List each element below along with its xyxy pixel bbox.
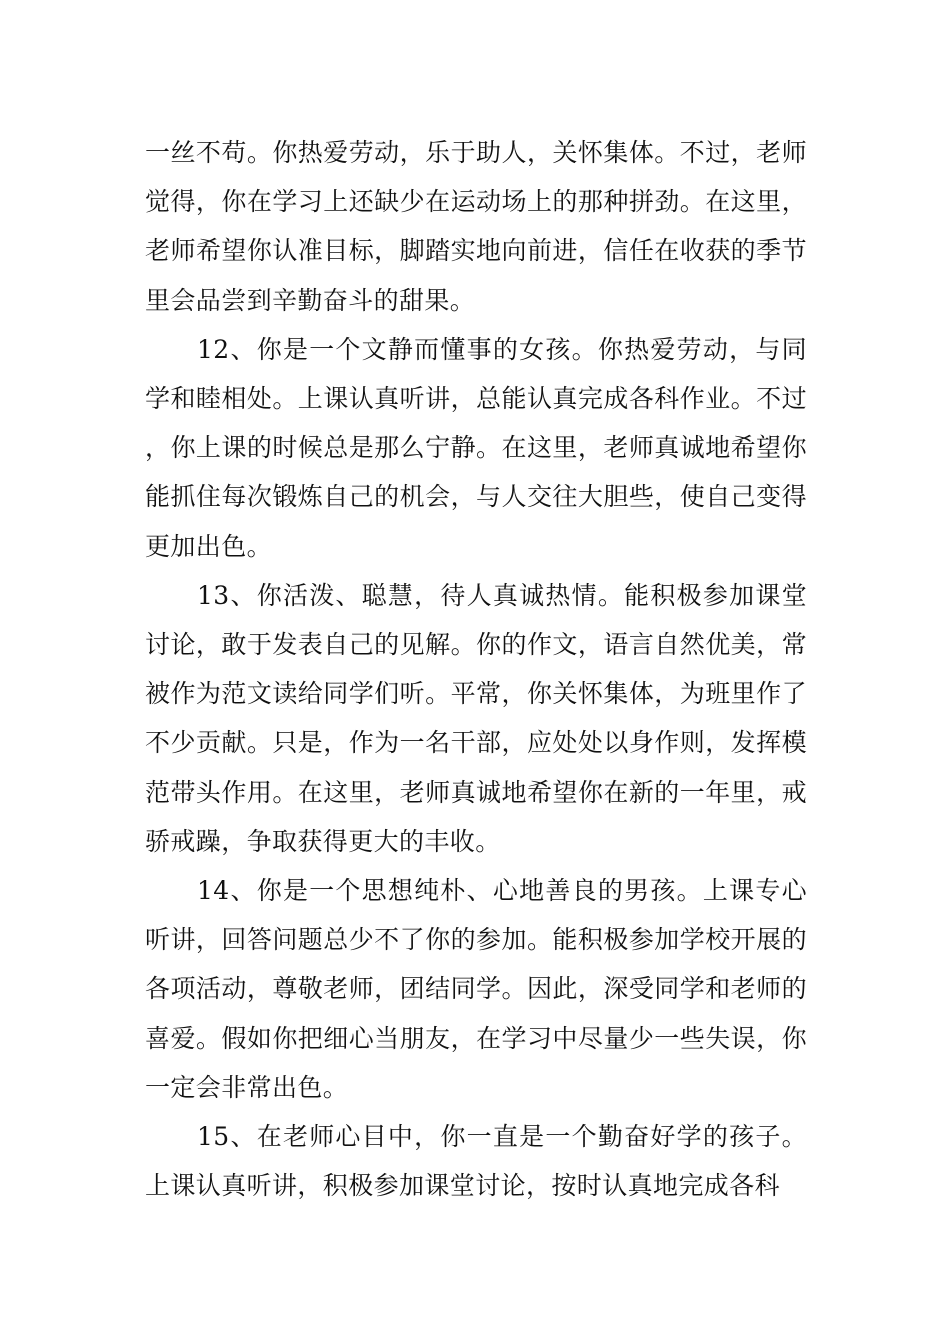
paragraph-comment-12: 12、你是一个文静而懂事的女孩。你热爱劳动，与同学和睦相处。上课认真听讲，总能认真完成各科作业。不过，你上课的时候总是那么宁静。在这里，老师真诚地希望你能抓住每次锻炼自己的机会，与人交往大胆些，使自己变得更加出色。 xyxy=(145,334,807,561)
paragraph-continuation: 一丝不苟。你热爱劳动，乐于助人，关怀集体。不过，老师觉得，你在学习上还缺少在运动场上的那种拼劲。在这里，老师希望你认准目标，脚踏实地向前进，信任在收获的季节里会品尝到辛勤奋斗的甜果。 xyxy=(145,138,807,315)
document-body xyxy=(145,128,807,1210)
paragraph-comment-14: 14、你是一个思想纯朴、心地善良的男孩。上课专心听讲，回答问题总少不了你的参加。能积极参加学校开展的各项活动，尊敬老师，团结同学。因此，深受同学和老师的喜爱。假如你把细心当朋友，在学习中尽量少一些失误，你一定会非常出色。 xyxy=(145,876,807,1102)
paragraph-comment-13: 13、你活泼、聪慧，待人真诚热情。能积极参加课堂讨论，敢于发表自己的见解。你的作文，语言自然优美，常被作为范文读给同学们听。平常，你关怀集体，为班里作了不少贡献。只是，作为一名干部，应处处以身作则，发挥模范带头作用。在这里，老师真诚地希望你在新的一年里，戒骄戒躁，争取获得更大的丰收。 xyxy=(145,580,807,856)
paragraph-comment-15: 15、在老师心目中，你一直是一个勤奋好学的孩子。上课认真听讲，积极参加课堂讨论，按时认真地完成各科 xyxy=(145,1122,807,1201)
